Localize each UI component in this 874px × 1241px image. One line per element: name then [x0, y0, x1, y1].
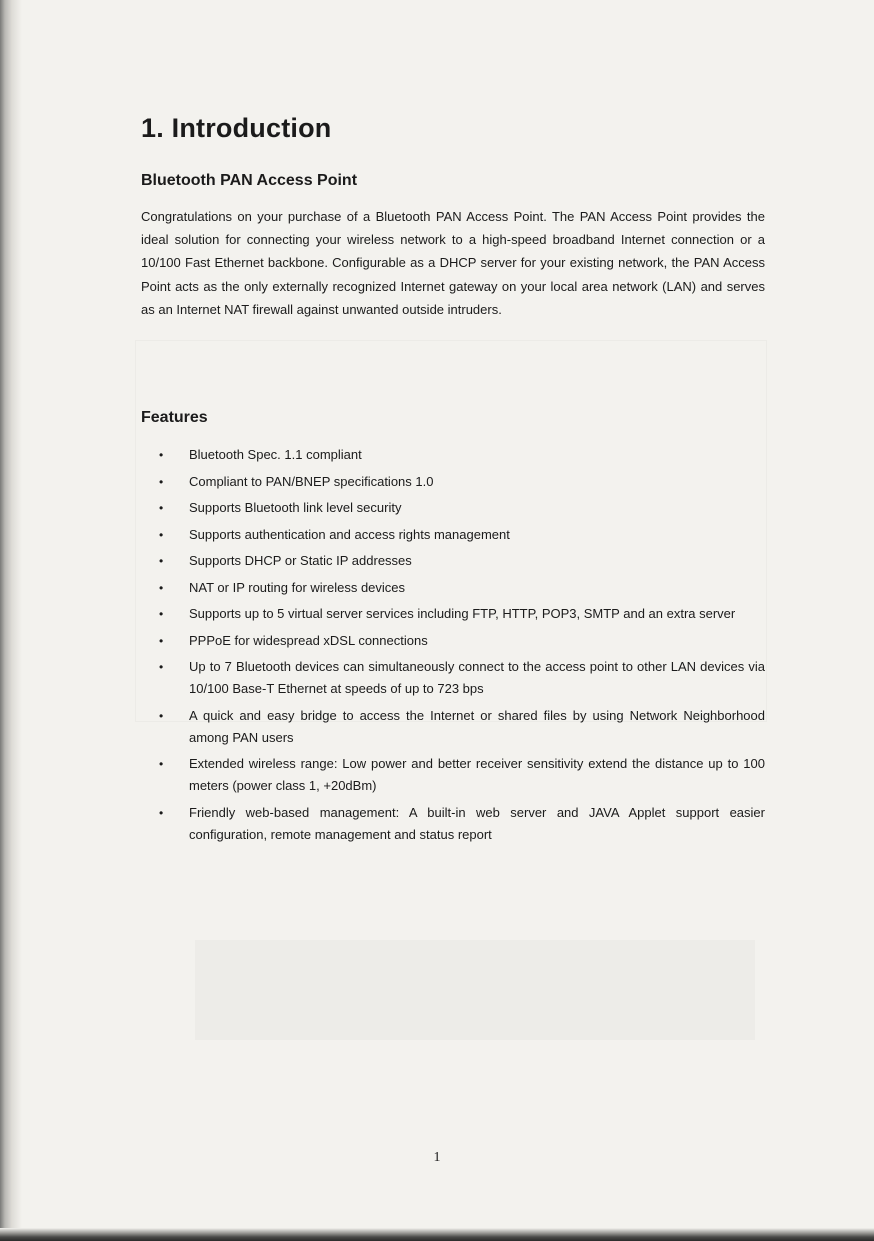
feature-item: [141, 630, 765, 652]
page-title: 1. Introduction: [141, 113, 332, 143]
scan-bottom-edge-shadow: [0, 1228, 874, 1241]
feature-item: [141, 550, 765, 572]
bullet-icon: •: [159, 554, 164, 568]
bullet-icon: •: [159, 527, 164, 542]
feature-item: [141, 603, 765, 625]
bullet-icon: •: [159, 607, 164, 621]
feature-text: NAT or IP routing for wireless devices: [189, 579, 406, 595]
bullet-icon: •: [159, 580, 164, 595]
feature-text: Supports up to 5 virtual server services including FTP, HTTP, POP3, SMTP and an extra server: [189, 606, 736, 621]
feature-item: [141, 444, 765, 466]
page-number: 1: [433, 1150, 441, 1165]
bullet-icon: •: [159, 708, 164, 723]
scan-left-edge-shadow: [0, 0, 22, 1241]
feature-item: [141, 577, 765, 599]
feature-text: Compliant to PAN/BNEP specifications 1.0: [189, 473, 434, 489]
feature-text: Up to 7 Bluetooth devices can simultaneously connect to the access point to other LAN devices via 10/100 Base-T Ethernet at speeds of up to 723 bps: [189, 659, 765, 696]
intro-paragraph: Congratulations on your purchase of a Bluetooth PAN Access Point. The PAN Access Point provides the ideal solution for connecting your wireless network to a high-speed broadband Internet connection or a 10/100 Fast Ethernet backbone. Configurable as a DHCP server for your existing network, the PAN Access Point acts as the only externally recognized Internet gateway on your local area network (LAN) and serves as an Internet NAT firewall against unwanted outside intruders.: [141, 209, 765, 317]
bullet-icon: •: [159, 448, 164, 462]
feature-text: Supports authentication and access rights management: [189, 526, 510, 542]
section-heading-bluetooth-pan: Bluetooth PAN Access Point: [141, 172, 358, 189]
feature-item: [141, 802, 765, 846]
bullet-icon: •: [159, 660, 164, 674]
bullet-icon: •: [159, 501, 164, 515]
feature-item: [141, 705, 765, 749]
bullet-icon: •: [159, 633, 164, 648]
feature-text: PPPoE for widespread xDSL connections: [189, 632, 428, 648]
bullet-icon: •: [159, 474, 164, 489]
feature-item: [141, 471, 765, 493]
feature-item: [141, 656, 765, 700]
section-heading-features: Features: [141, 409, 208, 426]
feature-item: [141, 524, 765, 546]
bullet-icon: •: [159, 757, 164, 771]
feature-text: Bluetooth Spec. 1.1 compliant: [189, 447, 362, 462]
feature-text: Friendly web-based management: A built-in web server and JAVA Applet support easier configuration, remote management and status report: [189, 804, 765, 842]
feature-text: Extended wireless range: Low power and better receiver sensitivity extend the distance up to 100 meters (power class 1, +20dBm): [189, 756, 765, 793]
feature-item: [141, 497, 765, 519]
feature-text: Supports Bluetooth link level security: [189, 500, 402, 515]
feature-item: [141, 753, 765, 797]
feature-text: A quick and easy bridge to access the Internet or shared files by using Network Neighborhood among PAN users: [189, 707, 765, 745]
features-list: [141, 444, 765, 850]
bullet-icon: •: [159, 805, 164, 820]
feature-text: Supports DHCP or Static IP addresses: [189, 553, 412, 568]
show-through-text-shadow: [195, 940, 755, 1040]
